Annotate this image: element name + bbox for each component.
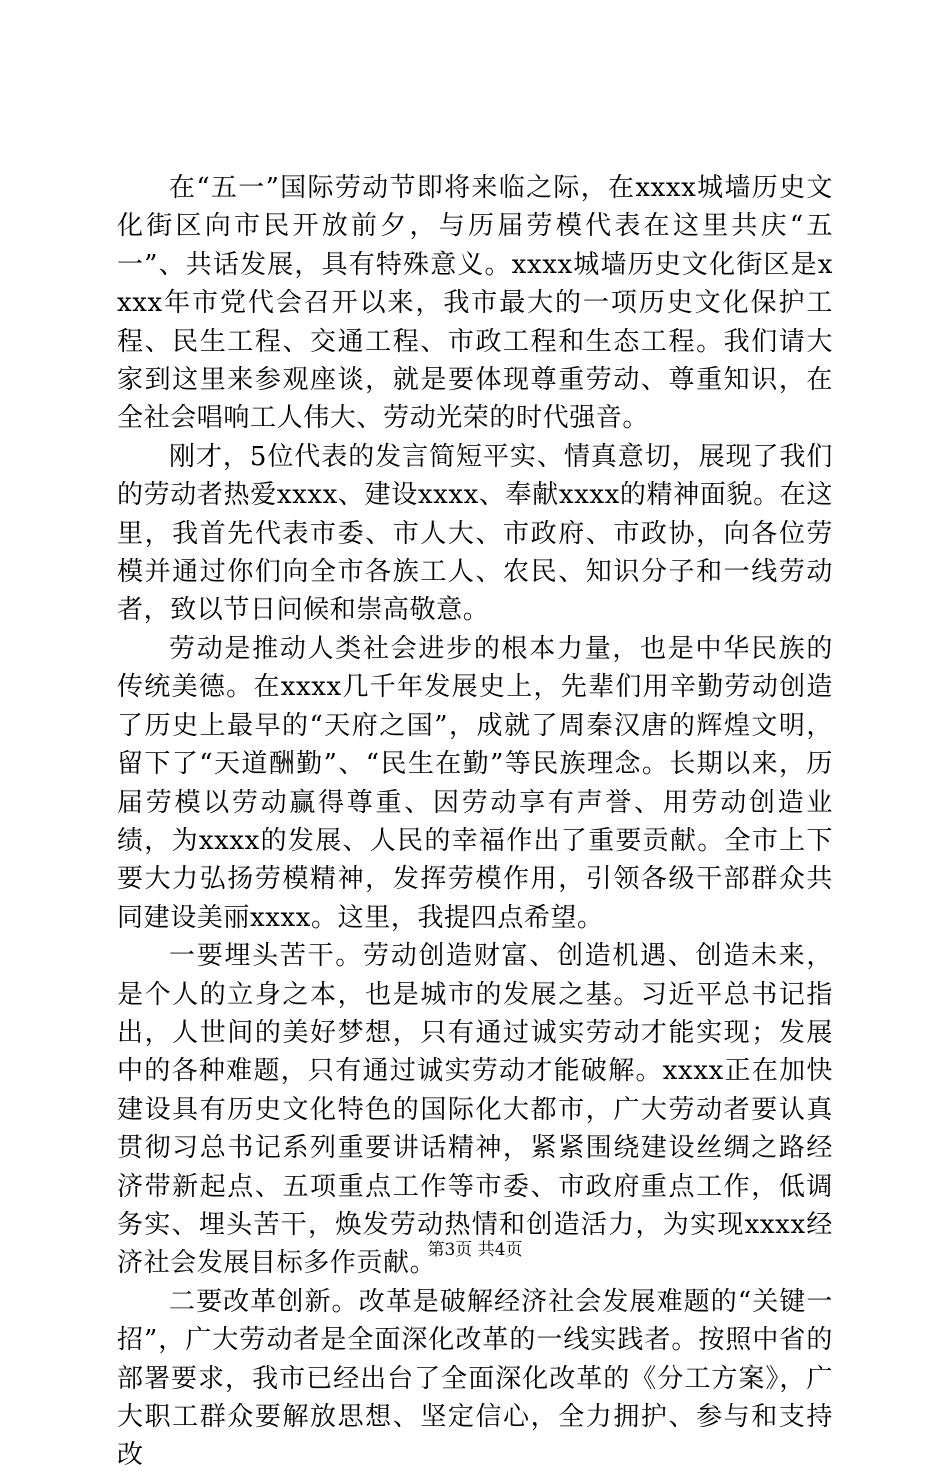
- paragraph: 二要改革创新。改革是破解经济社会发展难题的“关键一招”，广大劳动者是全面深化改革的一线实践者。按照中省的部署要求，我市已经出台了全面深化改革的《分工方案》，广大职工群众要解放思想、坚定信心，全力拥护、参与和支持改: [117, 1286, 833, 1471]
- paragraph: 在“五一”国际劳动节即将来临之际，在xxxx城墙历史文化街区向市民开放前夕，与历届劳模代表在这里共庆“五一”、共话发展，具有特殊意义。xxxx城墙历史文化街区是xxxx年市党代会召开以来，我市最大的一项历史文化保护工程、民生工程、交通工程、市政工程和生态工程。我们请大家到这里来参观座谈，就是要体现尊重劳动、尊重知识，在全社会唱响工人伟大、劳动光荣的时代强音。: [117, 173, 833, 434]
- paragraph: 一要埋头苦干。劳动创造财富、创造机遇、创造未来，是个人的立身之本，也是城市的发展之基。习近平总书记指出，人世间的美好梦想，只有通过诚实劳动才能实现；发展中的各种难题，只有通过诚实劳动才能破解。xxxx正在加快建设具有历史文化特色的国际化大都市，广大劳动者要认真贯彻习总书记系列重要讲话精神，紧紧围绕建设丝绸之路经济带新起点、五项重点工作等市委、市政府重点工作，低调务实、埋头苦干，焕发劳动热情和创造活力，为实现xxxx经济社会发展目标多作贡献。: [117, 941, 833, 1279]
- page-footer: [0, 1239, 950, 1261]
- paragraph: 劳动是推动人类社会进步的根本力量，也是中华民族的传统美德。在xxxx几千年发展史上，先辈们用辛勤劳动创造了历史上最早的“天府之国”，成就了周秦汉唐的辉煌文明，留下了“天道酬勤”、“民生在勤”等民族理念。长期以来，历届劳模以劳动赢得尊重、因劳动享有声誉、用劳动创造业绩，为xxxx的发展、人民的幸福作出了重要贡献。全市上下要大力弘扬劳模精神，发挥劳模作用，引领各级干部群众共同建设美丽xxxx。这里，我提四点希望。: [117, 633, 833, 933]
- paragraph: 刚才，5位代表的发言简短平实、情真意切，展现了我们的劳动者热爱xxxx、建设xxxx、奉献xxxx的精神面貌。在这里，我首先代表市委、市人大、市政府、市政协，向各位劳模并通过你们向全市各族工人、农民、知识分子和一线劳动者，致以节日问候和崇高敬意。: [117, 441, 833, 626]
- page-number-label: 第3页 共4页: [427, 1240, 523, 1260]
- document-body: [117, 169, 833, 1475]
